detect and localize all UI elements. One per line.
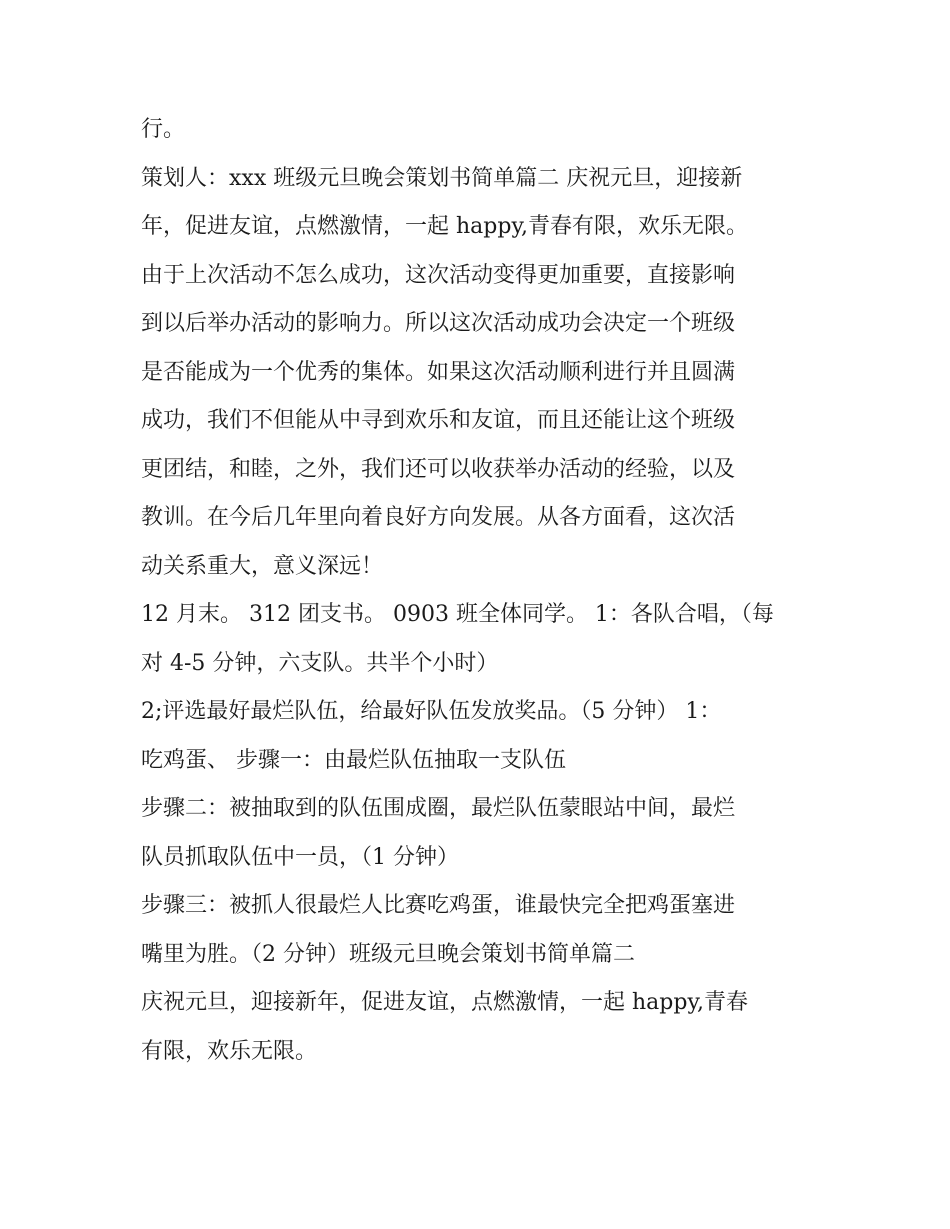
text-line: 2;评选最好最烂队伍，给最好队伍发放奖品。（5 分钟） 1： [141, 699, 722, 724]
text-line: 年，促进友谊，点燃激情，一起 happy,青春有限，欢乐无限。 [141, 214, 748, 239]
text-line: 有限，欢乐无限。 [141, 1038, 318, 1064]
text-line: 12 月末。 312 团支书。 0903 班全体同学。 1：各队合唱，（每 [141, 602, 774, 627]
text-line: 教训。在今后几年里向着良好方向发展。从各方面看，这次活 [141, 505, 736, 530]
text-line: 庆祝元旦，迎接新年，促进友谊，点燃激情，一起 happy,青春 [141, 990, 748, 1015]
text-line: 是否能成为一个优秀的集体。如果这次活动顺利进行并且圆满 [141, 359, 736, 385]
text-line: 步骤二：被抽取到的队伍围成圈，最烂队伍蒙眼站中间，最烂 [141, 796, 736, 821]
text-line: 行。 [141, 117, 186, 142]
text-line: 到以后举办活动的影响力。所以这次活动成功会决定一个班级 [141, 311, 736, 336]
text-line: 成功，我们不但能从中寻到欢乐和友谊，而且还能让这个班级 [141, 408, 736, 433]
text-line: 对 4-5 分钟，六支队。共半个小时） [141, 650, 499, 676]
text-line: 队员抓取队伍中一员，（1 分钟） [141, 844, 459, 870]
text-line: 更团结，和睦，之外，我们还可以收获举办活动的经验，以及 [141, 456, 736, 482]
text-line: 由于上次活动不怎么成功，这次活动变得更加重要，直接影响 [141, 262, 736, 288]
text-line: 吃鸡蛋、 步骤一：由最烂队伍抽取一支队伍 [141, 747, 566, 773]
text-line: 步骤三：被抓人很最烂人比赛吃鸡蛋，谁最快完全把鸡蛋塞进 [141, 893, 736, 918]
text-line: 策划人：xxx 班级元旦晚会策划书简单篇二 庆祝元旦，迎接新 [141, 165, 743, 191]
text-line: 动关系重大，意义深远！ [141, 553, 384, 579]
document-body [141, 106, 821, 1076]
text-line: 嘴里为胜。（2 分钟）班级元旦晚会策划书简单篇二 [141, 941, 635, 967]
